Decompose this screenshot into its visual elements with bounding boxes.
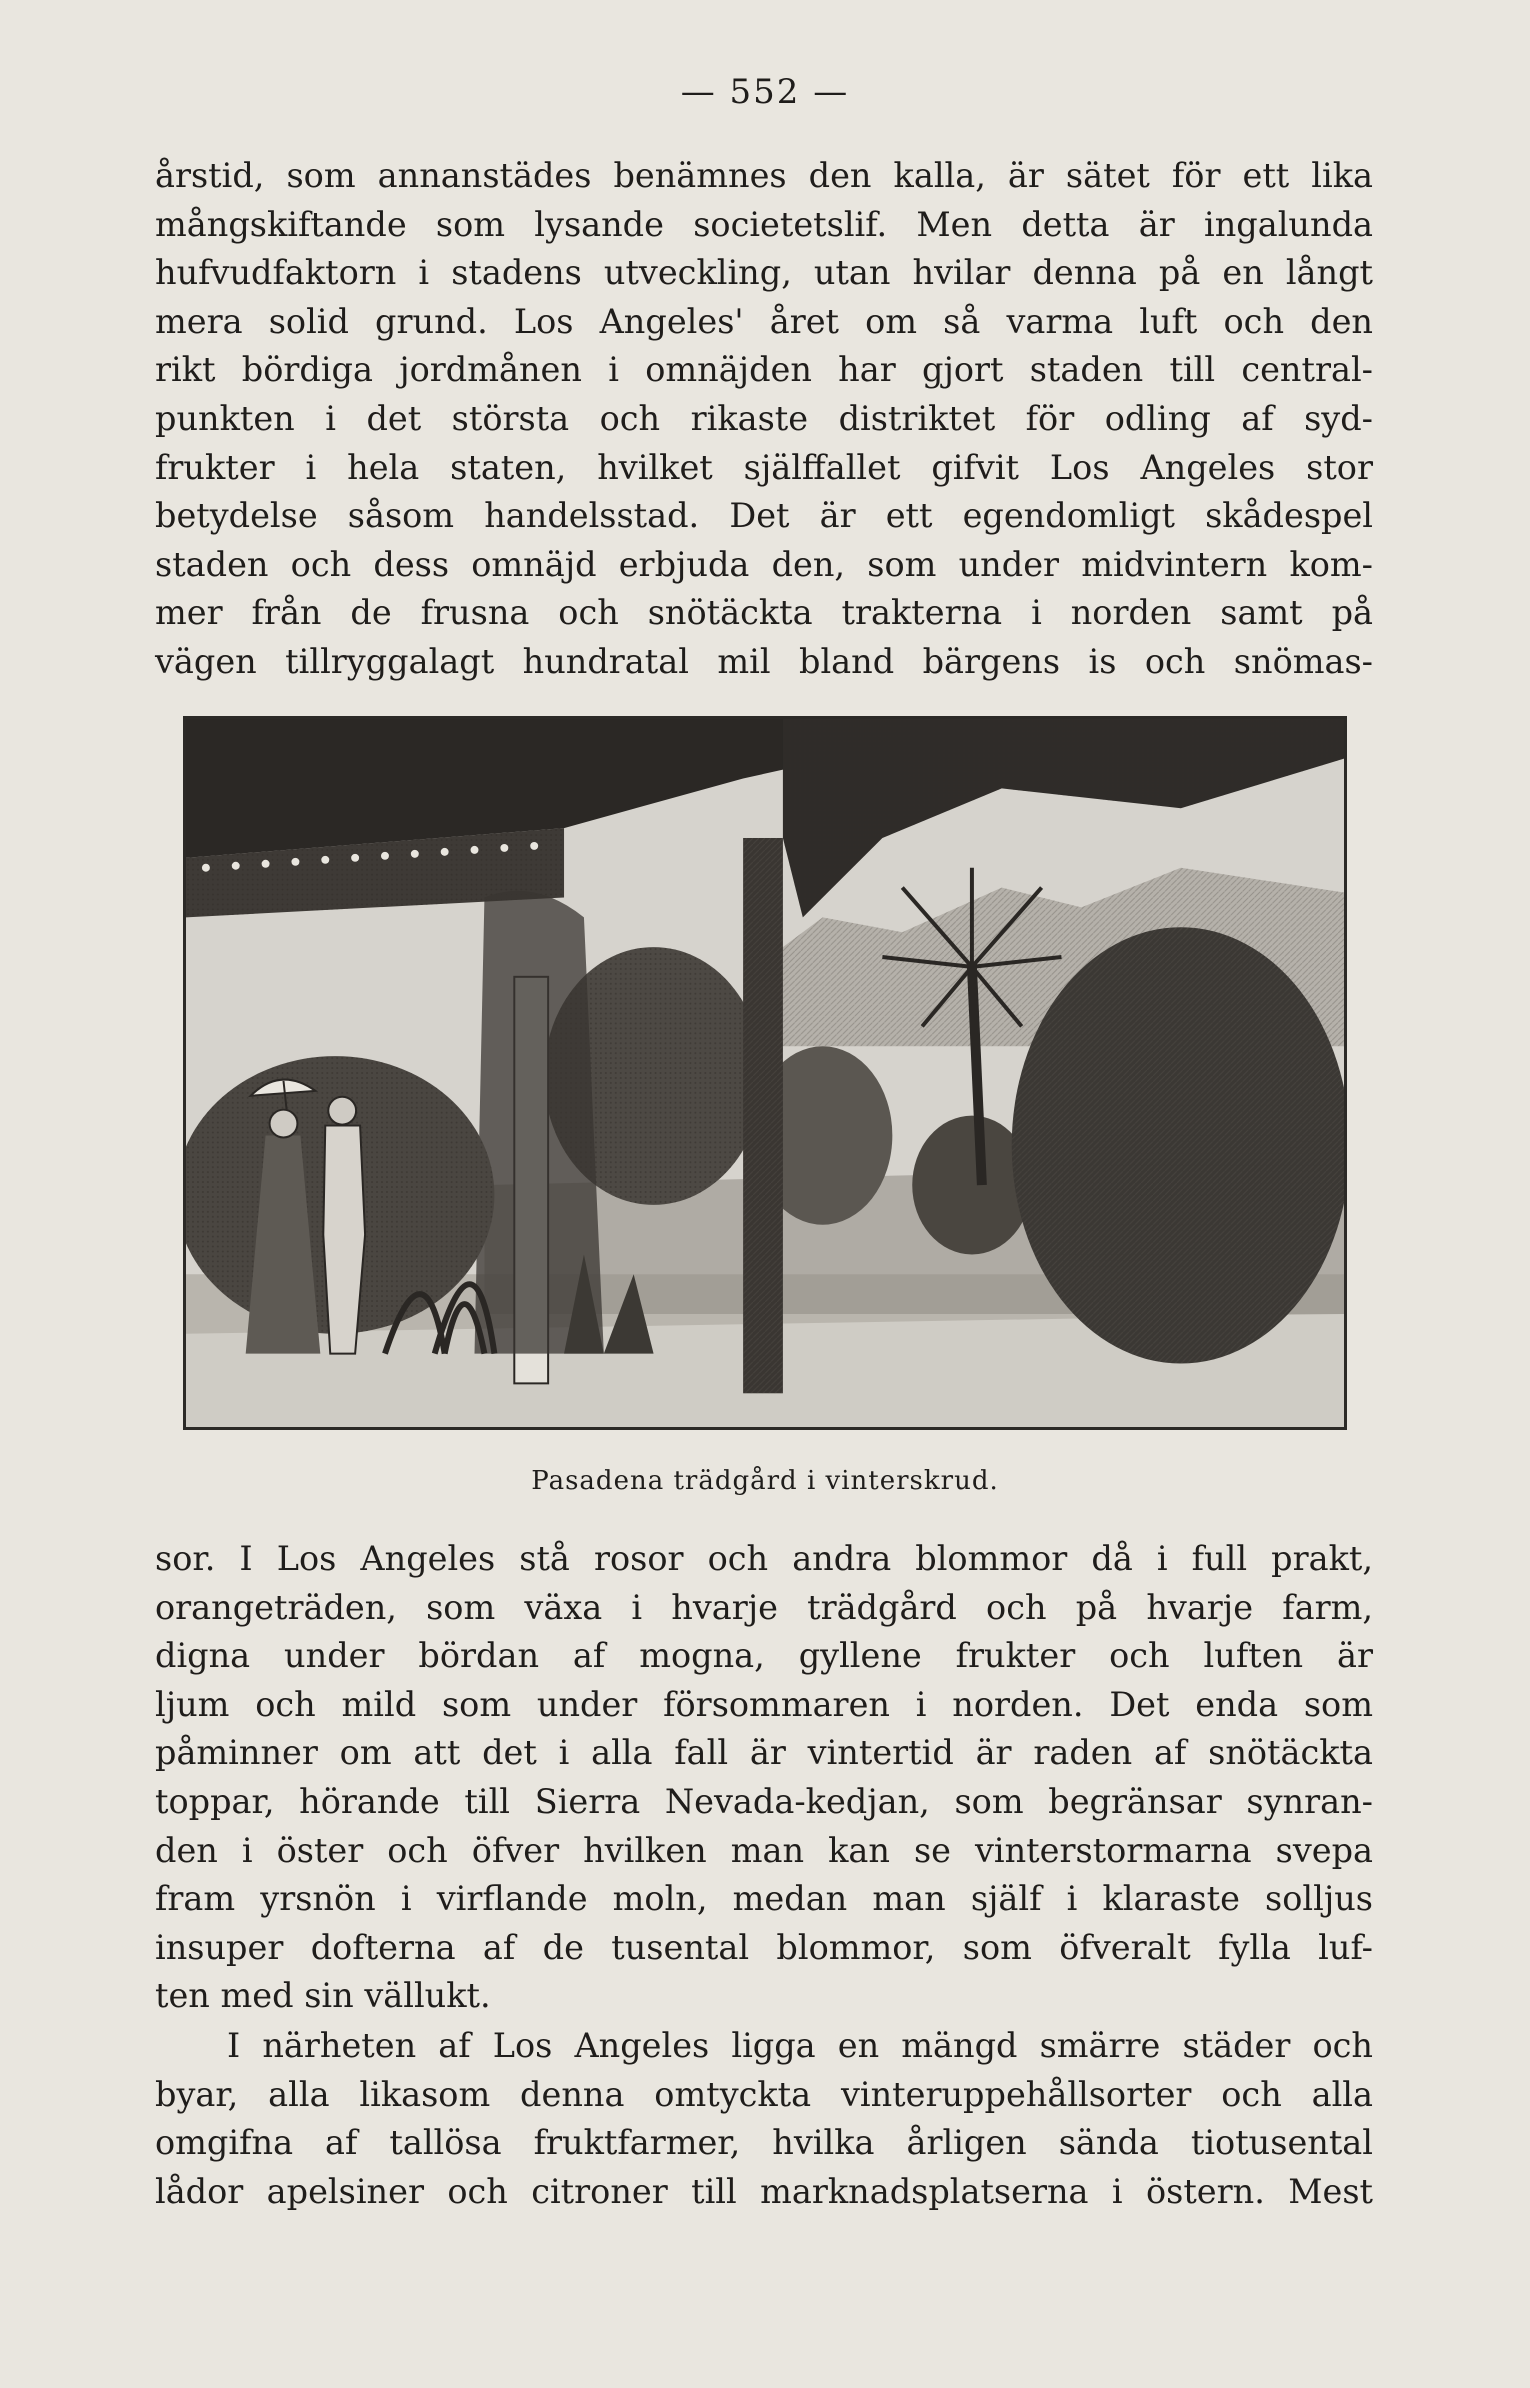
paragraph-top bbox=[155, 152, 1373, 687]
text-line: lådor apelsiner och citroner till marknadsplatserna i östern. Mest bbox=[155, 2171, 1373, 2211]
text-line: staden och dess omnäjd erbjuda den, som under midvintern kom- bbox=[155, 544, 1373, 584]
text-line: byar, alla likasom denna omtyckta vinteruppehållsorter och alla bbox=[155, 2074, 1373, 2114]
text-line: ten med sin vällukt. bbox=[155, 1976, 491, 2016]
text-line: vägen tillryggalagt hundratal mil bland bärgens is och snömas- bbox=[155, 641, 1373, 681]
text-line: hufvudfaktorn i stadens utveckling, utan hvilar denna på en långt bbox=[155, 253, 1373, 293]
garden-engraving bbox=[186, 719, 1344, 1427]
text-line: insuper dofterna af de tusental blommor, som öfveralt fylla luf- bbox=[155, 1927, 1373, 1967]
text-line: frukter i hela staten, hvilket själffallet gifvit Los Angeles stor bbox=[155, 447, 1373, 487]
text-line: orangeträden, som växa i hvarje trädgård och på hvarje farm, bbox=[155, 1587, 1373, 1627]
text-line: den i öster och öfver hvilken man kan se vinterstormarna svepa bbox=[155, 1830, 1373, 1870]
page-number: — 552 — bbox=[680, 72, 850, 112]
illustration-caption: Pasadena trädgård i vinterskrud. bbox=[531, 1466, 999, 1496]
text-line: punkten i det största och rikaste distriktet för odling af syd- bbox=[155, 398, 1373, 438]
text-line: mångskiftande som lysande societetslif. Men detta är ingalunda bbox=[155, 204, 1373, 244]
paragraph-middle bbox=[155, 1535, 1373, 2021]
text-line: årstid, som annanstädes benämnes den kalla, är sätet för ett lika bbox=[155, 156, 1373, 195]
garden-illustration bbox=[183, 716, 1347, 1430]
text-line: betydelse såsom handelsstad. Det är ett egendomligt skådespel bbox=[155, 496, 1373, 536]
text-line: mer från de frusna och snötäckta trakterna i norden samt på bbox=[155, 593, 1373, 633]
text-line: ljum och mild som under försommaren i norden. Det enda som bbox=[155, 1684, 1373, 1724]
text-line: toppar, hörande till Sierra Nevada-kedjan, som begränsar synran- bbox=[155, 1781, 1373, 1821]
text-line: sor. I Los Angeles stå rosor och andra blommor då i full prakt, bbox=[155, 1539, 1373, 1578]
text-line: omgifna af tallösa fruktfarmer, hvilka årligen sända tiotusental bbox=[155, 2123, 1373, 2163]
text-line: mera solid grund. Los Angeles' året om så varma luft och den bbox=[155, 301, 1373, 341]
text-line: digna under bördan af mogna, gyllene frukter och luften är bbox=[155, 1636, 1373, 1676]
text-line: I närheten af Los Angeles ligga en mängd smärre städer och bbox=[227, 2026, 1373, 2065]
paragraph-bottom bbox=[155, 2022, 1373, 2216]
text-line: påminner om att det i alla fall är vintertid är raden af snötäckta bbox=[155, 1733, 1373, 1773]
text-line: fram yrsnön i virflande moln, medan man själf i klaraste solljus bbox=[155, 1879, 1373, 1919]
text-line: rikt bördiga jordmånen i omnäjden har gjort staden till central- bbox=[155, 350, 1373, 390]
